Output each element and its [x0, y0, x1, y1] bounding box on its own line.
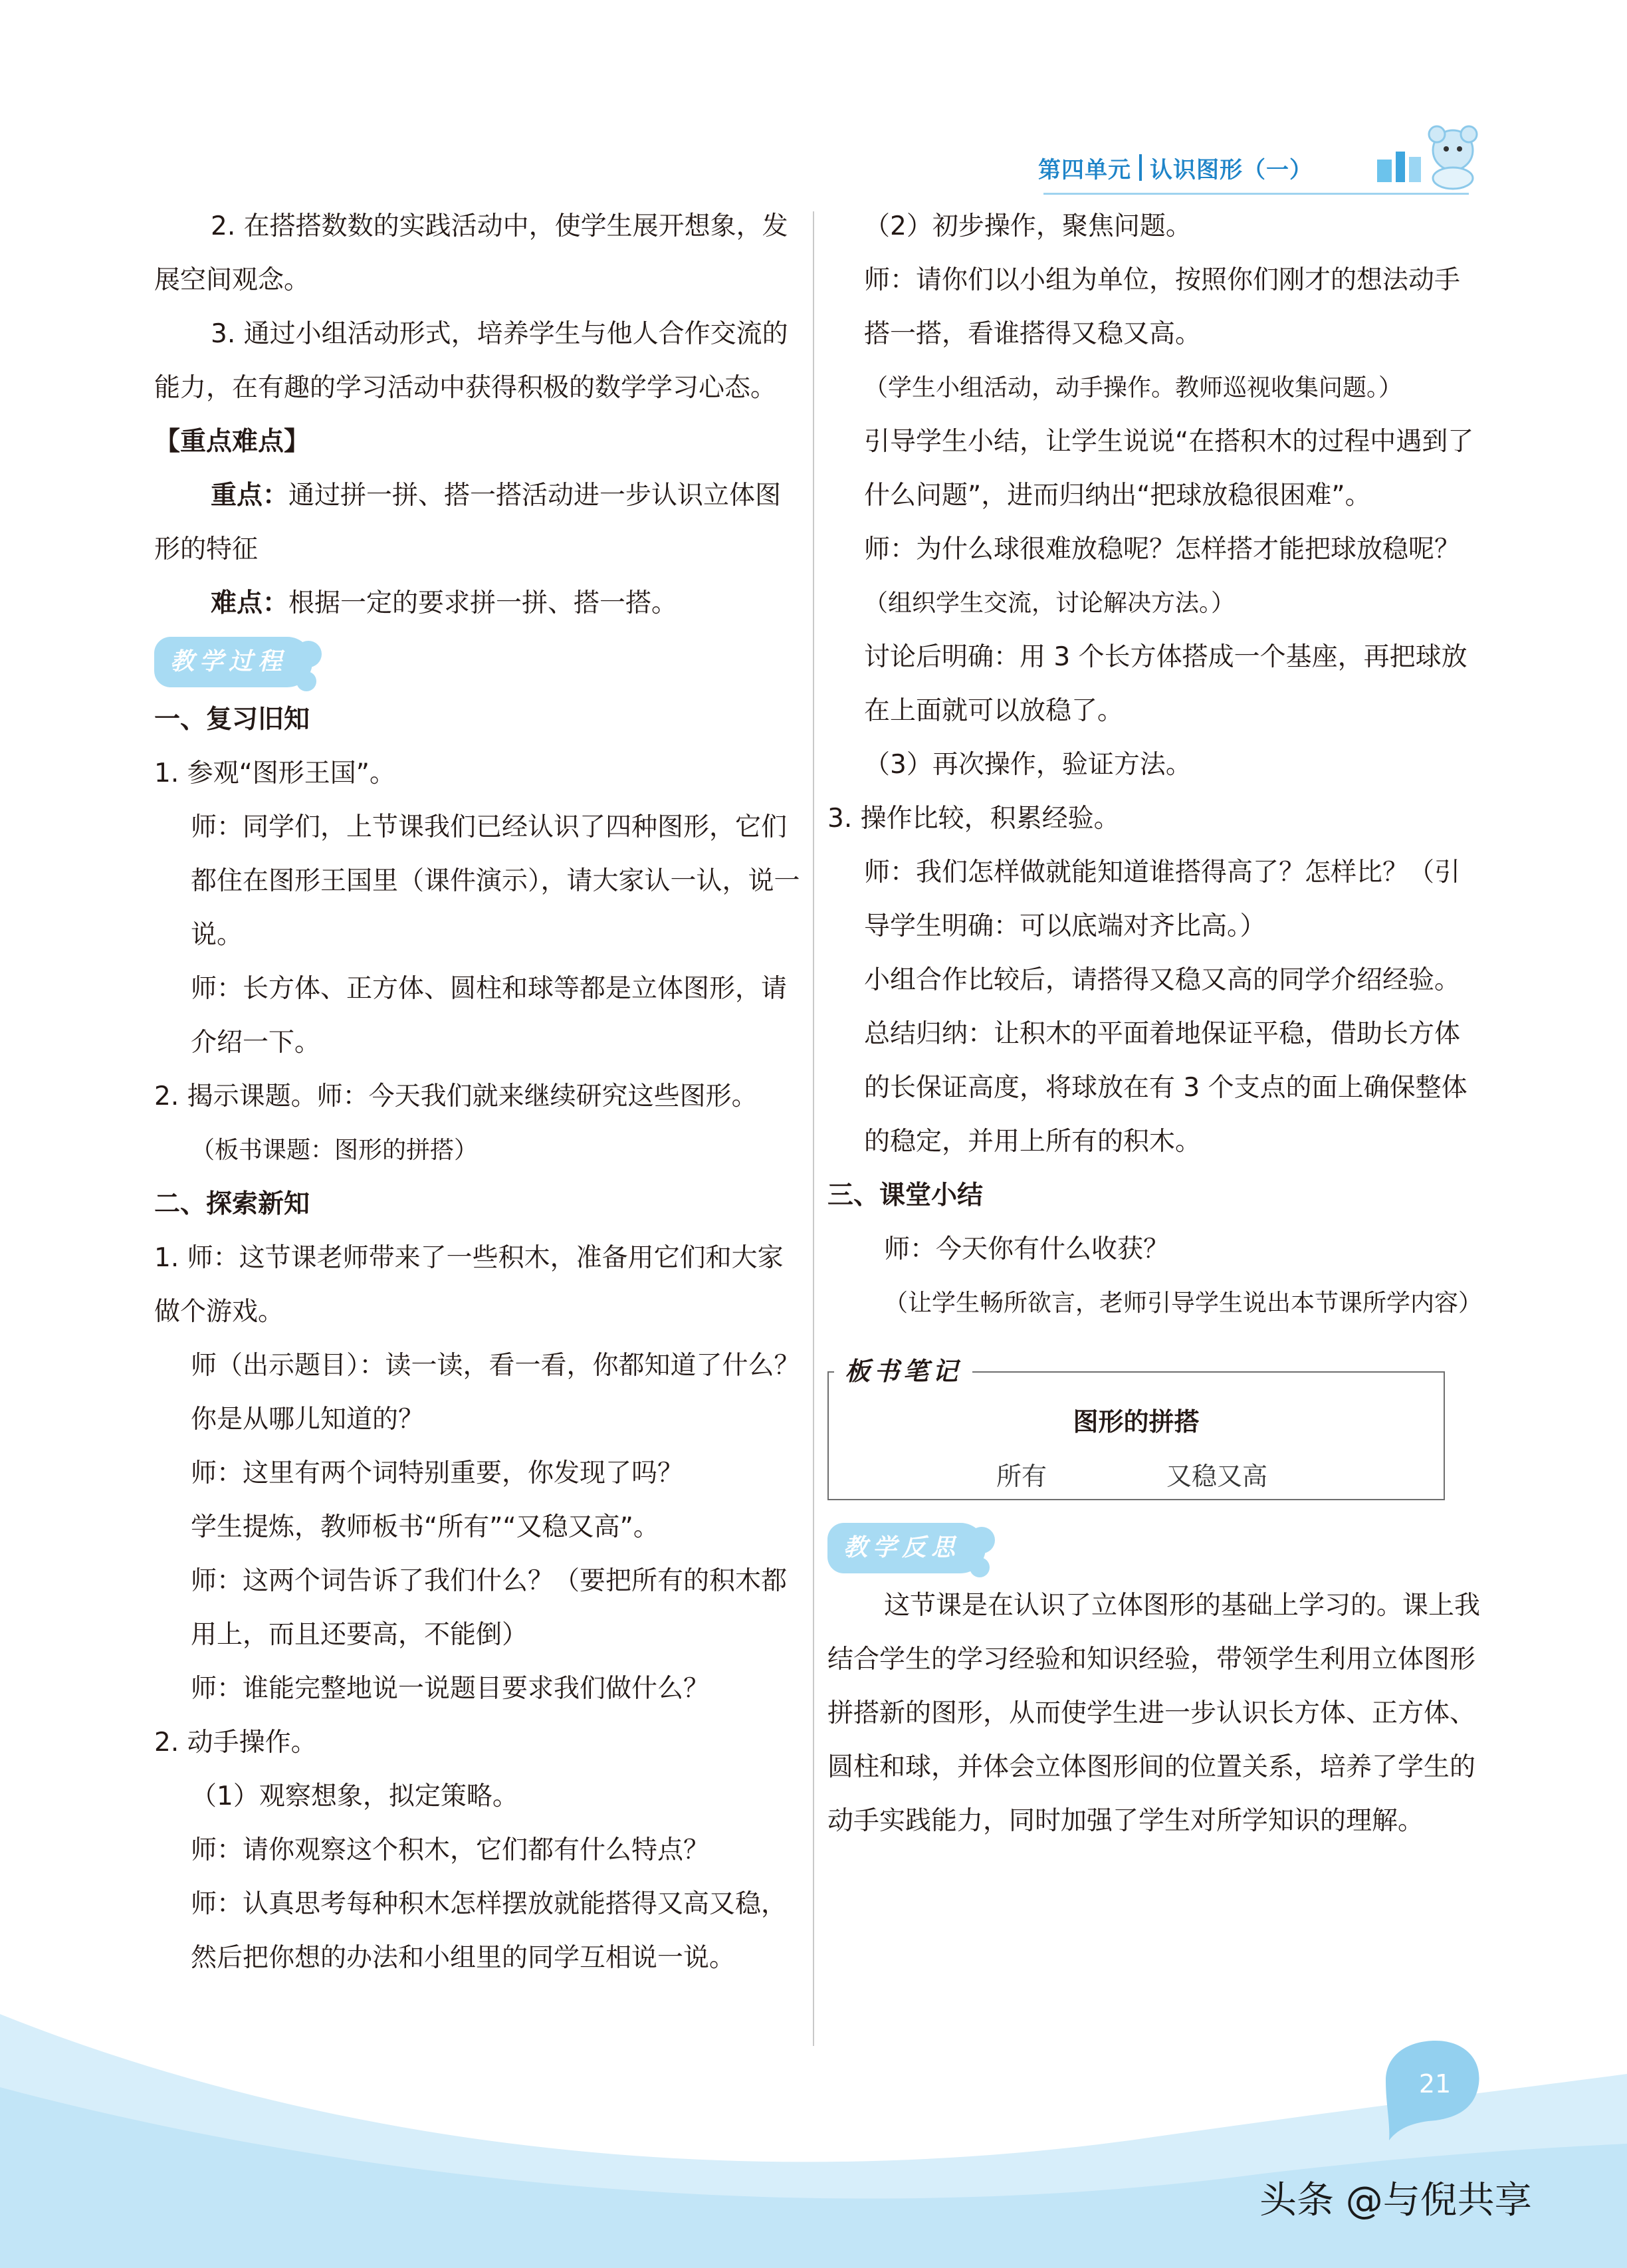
explore-step-1b: 师：这里有两个词特别重要，你发现了吗？: [191, 1458, 684, 1488]
summary-note: （让学生畅所欲言，老师引导学生说出本节课所学内容）: [884, 1290, 1483, 1317]
operate-conclusion: 讨论后明确：用 3 个长方体搭成一个基座，再把球放在上面就可以放稳了。: [864, 642, 1467, 726]
key-point-label: 重点：: [211, 481, 289, 510]
key-point: [154, 469, 802, 576]
section-summary: 三、课堂小结: [827, 1181, 984, 1210]
left-column: [154, 199, 802, 1985]
operate-summary-1: 引导学生小结，让学生说说“在搭积木的过程中遇到了什么问题”，进而归纳出“把球放稳很困难”。: [864, 427, 1474, 510]
operate-teacher-2: 师：为什么球很难放稳呢？怎样搭才能把球放稳呢？: [864, 534, 1461, 564]
blackboard-notes-label: 板书笔记: [834, 1353, 972, 1390]
page-number: 21: [1418, 2069, 1452, 2098]
section-explore: 二、探索新知: [154, 1189, 310, 1219]
operate-step-2: （2）初步操作，聚焦问题。: [864, 211, 1192, 241]
compare-teacher: 师：我们怎样做就能知道谁搭得高了？怎样比？（引导学生明确：可以底端对齐比高。）: [864, 857, 1461, 941]
teaching-reflection-label: 教学反思: [843, 1534, 961, 1561]
unit-label: 第四单元: [1038, 156, 1131, 183]
operate-step-3: （3）再次操作，验证方法。: [864, 750, 1192, 780]
explore-step-1c: 学生提炼，教师板书“所有”“又稳又高”。: [191, 1512, 659, 1542]
review-step-1b: 师：长方体、正方体、圆柱和球等都是立体图形，请介绍一下。: [191, 974, 788, 1058]
operate-note-2: （组织学生交流，讨论解决方法。）: [864, 590, 1236, 617]
explore-step-1e: 师：谁能完整地说一说题目要求我们做什么？: [191, 1674, 710, 1704]
blackboard-notes-box: [827, 1356, 1445, 1500]
explore-step-1d: 师：这两个词告诉了我们什么？（要把所有的积木都用上，而且还要高，不能倒）: [191, 1566, 788, 1650]
explore-step-2c: 师：认真思考每种积木怎样摆放就能搭得又高又稳，然后把你想的办法和小组里的同学互相说一说。: [191, 1889, 788, 1973]
header-rule: [1043, 193, 1469, 195]
key-point-text: 通过拼一拼、搭一搭活动进一步认识立体图形的特征: [154, 481, 782, 564]
reflection-text: 这节课是在认识了立体图形的基础上学习的。课上我结合学生的学习经验和知识经验，带领学生利用立体图形拼搭新的图形，从而使学生进一步认识长方体、正方体、圆柱和球，并体会立体图形间的位置关系，培养了学生的动手实践能力，同时加强了学生对所学知识的理解。: [827, 1591, 1481, 1836]
difficult-point: [154, 576, 802, 630]
review-step-2a: （板书课题：图形的拼搭）: [191, 1137, 479, 1164]
section-review: 一、复习旧知: [154, 705, 310, 735]
running-header: [1038, 148, 1313, 187]
review-step-2: 2. 揭示课题。师：今天我们就来继续研究这些图形。: [154, 1081, 758, 1111]
teaching-process-label: 教学过程: [170, 648, 288, 675]
header-illustration-icon: [1376, 120, 1482, 193]
watermark: 头条 @与倪共享: [1259, 2179, 1532, 2222]
right-column: [827, 199, 1482, 1848]
column-divider: [813, 211, 814, 2046]
difficult-point-label: 难点：: [211, 588, 289, 618]
compare-summary: 总结归纳：让积木的平面着地保证平稳，借助长方体的长保证高度，将球放在有 3 个支点的面上确保整体的稳定，并用上所有的积木。: [864, 1019, 1467, 1157]
blackboard-title: 图形的拼搭: [1073, 1407, 1200, 1436]
explore-step-1: 1. 师：这节课老师带来了一些积木，准备用它们和大家做个游戏。: [154, 1243, 784, 1327]
teaching-process-badge: [154, 637, 312, 687]
review-step-1a: 师：同学们，上节课我们已经认识了四种图形，它们都住在图形王国里（课件演示），请大家认一认，说一说。: [191, 812, 800, 950]
compare-group: 小组合作比较后，请搭得又稳又高的同学介绍经验。: [864, 965, 1461, 995]
summary-teacher: 师：今天你有什么收获？: [884, 1234, 1170, 1264]
key-points-heading: 【重点难点】: [154, 427, 310, 457]
teaching-reflection-badge: [827, 1523, 986, 1573]
blackboard-word-stable-tall: 又稳又高: [1166, 1462, 1268, 1491]
difficult-point-text: 根据一定的要求拼一拼、搭一搭。: [288, 588, 678, 618]
goal-3: 3. 通过小组活动形式，培养学生与他人合作交流的能力，在有趣的学习活动中获得积极的数学学习心态。: [154, 319, 788, 403]
chapter-title: 认识图形（一）: [1150, 156, 1313, 183]
operate-teacher-1: 师：请你们以小组为单位，按照你们刚才的想法动手搭一搭，看谁搭得又稳又高。: [864, 265, 1461, 349]
explore-step-2b: 师：请你观察这个积木，它们都有什么特点？: [191, 1835, 710, 1865]
explore-step-2: 2. 动手操作。: [154, 1728, 317, 1758]
operate-note-1: （学生小组活动，动手操作。教师巡视收集问题。）: [864, 374, 1403, 401]
goal-2: 2. 在搭搭数数的实践活动中，使学生展开想象，发展空间观念。: [154, 211, 788, 295]
review-step-1: 1. 参观“图形王国”。: [154, 758, 396, 788]
explore-step-2a: （1）观察想象，拟定策略。: [191, 1781, 518, 1811]
explore-step-1a: 师（出示题目）：读一读，看一看，你都知道了什么？你是从哪儿知道的？: [191, 1351, 800, 1434]
blackboard-word-all: 所有: [996, 1462, 1047, 1491]
compare-step: 3. 操作比较，积累经验。: [827, 804, 1120, 834]
header-divider: [1139, 154, 1142, 181]
